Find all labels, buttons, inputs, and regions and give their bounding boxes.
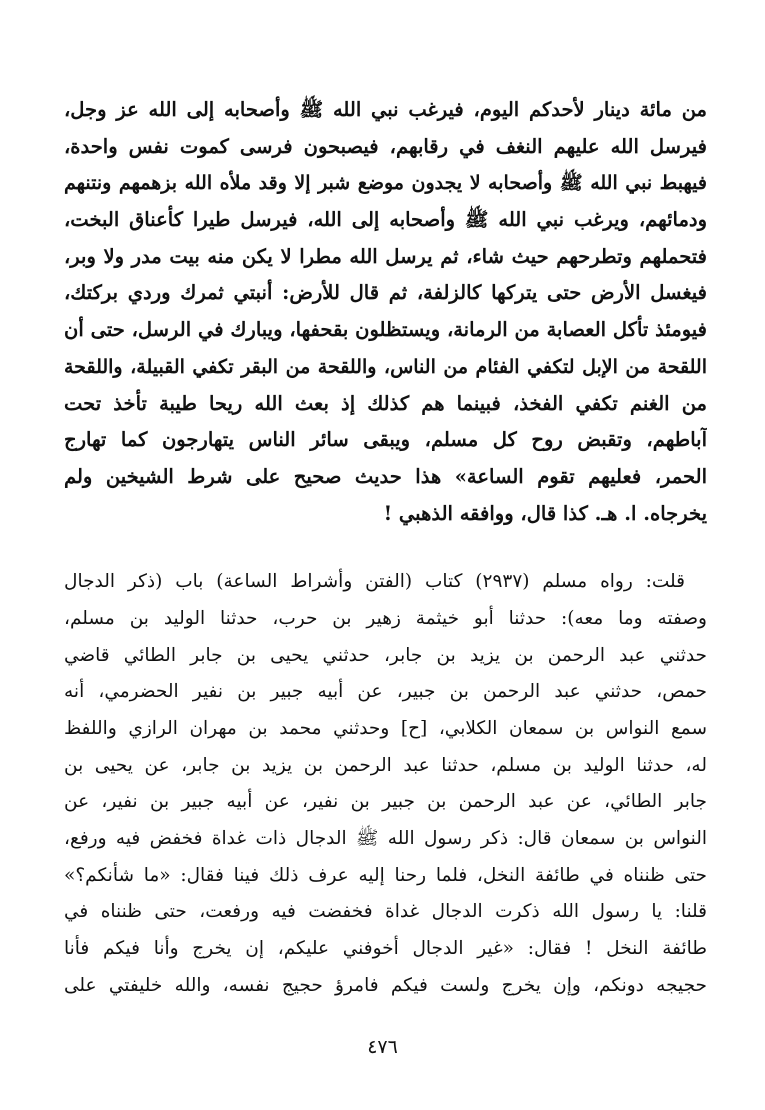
hadith-text-block: [64, 92, 707, 532]
text-line: قلنا: يا رسول الله ذكرت الدجال غداة فخفضت فيه ورفعت، حتى ظنناه في: [64, 901, 707, 923]
text-line: النواس بن سمعان قال: ذكر رسول الله ﷺ الدجال ذات غداة فخفض فيه ورفع،: [64, 828, 707, 850]
text-line: اللقحة من الإبل لتكفي الفئام من الناس، واللقحة من البقر تكفي القبيلة، واللقحة: [64, 355, 707, 378]
text-line: سمع النواس بن سمعان الكلابي، [ح] وحدثني محمد بن مهران الرازي واللفظ: [64, 718, 707, 739]
text-line: حمص، حدثني عبد الرحمن بن جبير، عن أبيه جبير بن نفير الحضرمي، أنه: [64, 681, 707, 703]
text-line: فتحملهم وتطرحهم حيث شاء، ثم يرسل الله مطرا لا يكن منه بيت مدر ولا وبر،: [64, 244, 707, 268]
page-number: ٤٧٦: [367, 1036, 398, 1058]
text-line: فيغسل الأرض حتى يتركها كالزلفة، ثم قال للأرض: أنبتي ثمرك وردي بركتك،: [64, 281, 707, 305]
text-line: من مائة دينار لأحدكم اليوم، فيرغب نبي الله ﷺ وأصحابه إلى الله عز وجل،: [64, 98, 707, 121]
text-line: من الغنم تكفي الفخذ، فبينما هم كذلك إذ بعث الله ريحا طيبة تأخذ تحت: [64, 391, 707, 415]
text-line: جابر الطائي، عن عبد الرحمن بن جبير بن نفير، عن أبيه جبير بن نفير، عن: [64, 791, 707, 813]
text-line: حجيجه دونكم، وإن يخرج ولست فيكم فامرؤ حجيج نفسه، والله خليفتي على: [64, 974, 707, 996]
text-line: ودمائهم، ويرغب نبي الله ﷺ وأصحابه إلى الله، فيرسل طيرا كأعناق البخت،: [64, 208, 707, 232]
text-line: قلت: رواه مسلم (٢٩٣٧) كتاب (الفتن وأشراط الساعة) باب (ذكر الدجال: [64, 571, 686, 593]
text-line: حدثني عبد الرحمن بن يزيد بن جابر، حدثني يحيى بن جابر الطائي قاضي: [64, 644, 707, 666]
text-line: طائفة النخل ! فقال: «غير الدجال أخوفني عليكم، إن يخرج وأنا فيكم فأنا: [64, 938, 707, 960]
text-line: الحمر، فعليهم تقوم الساعة» هذا حديث صحيح على شرط الشيخين ولم: [64, 464, 707, 488]
text-line: له، حدثنا الوليد بن مسلم، حدثنا عبد الرحمن بن يزيد بن جابر، عن يحيى بن: [64, 754, 707, 776]
text-line: فيرسل الله عليهم النغف في رقابهم، فيصبحون فرسى كموت نفس واحدة،: [64, 134, 707, 158]
text-line: آباطهم، وتقبض روح كل مسلم، ويبقى سائر الناس يتهارجون كما تهارج: [64, 428, 707, 452]
text-line: فيومئذ تأكل العصابة من الرمانة، ويستظلون بقحفها، ويبارك في الرسل، حتى أن: [64, 318, 707, 342]
text-line: وصفته وما معه): حدثنا أبو خيثمة زهير بن حرب، حدثنا الوليد بن مسلم،: [64, 607, 707, 629]
text-line: يخرجاه. ا. هـ. كذا قال، ووافقه الذهبي !: [383, 501, 707, 525]
text-line: فيهبط نبي الله ﷺ وأصحابه لا يجدون موضع شبر إلا وقد ملأه الله بزهمهم ونتنهم: [64, 172, 707, 195]
text-line: حتى ظنناه في طائفة النخل، فلما رحنا إليه عرف ذلك فينا فقال: «ما شأنكم؟»: [64, 864, 707, 886]
commentary-text-block: [64, 564, 707, 1004]
